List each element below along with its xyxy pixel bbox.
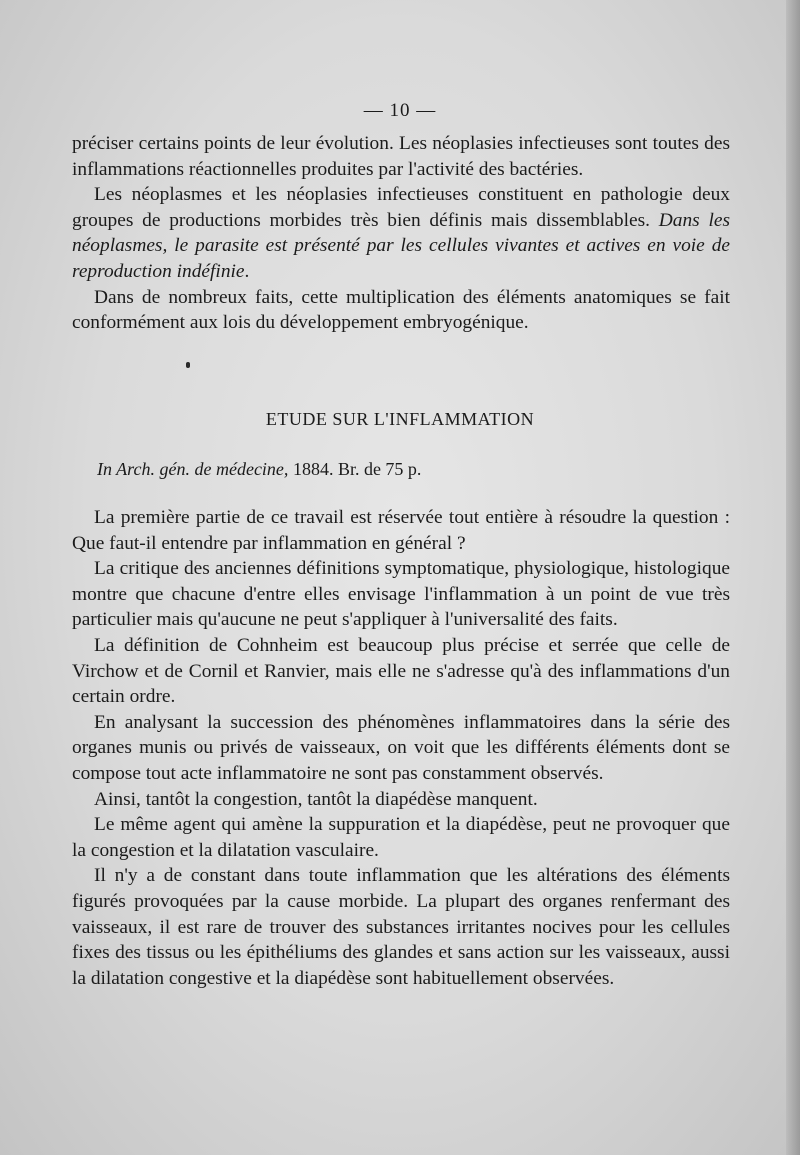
citation <box>97 459 421 480</box>
text-run: Le même agent qui amène la suppuration et la diapédèse, peut ne provoquer que la congestion et la dilatation vasculaire. <box>72 814 730 861</box>
text-run: La critique des anciennes définitions symptomatique, physiologique, histologique montre que chacune d'entre elles envisage l'inflammation à un point de vue très particulier mais qu'aucune ne peut s'appliquer à l'universalité des faits. <box>72 558 730 631</box>
text-run: Ainsi, tantôt la congestion, tantôt la diapédèse manquent. <box>94 788 538 810</box>
citation-details: 1884. Br. de 75 p. <box>288 459 422 479</box>
page-number: — 10 — <box>363 100 437 121</box>
text-run: La première partie de ce travail est réservée tout entière à résoudre la question : Que faut-il entendre par inflammation en général ? <box>72 507 730 554</box>
paragraph <box>72 710 730 787</box>
section-heading: ETUDE SUR L'INFLAMMATION <box>265 409 535 429</box>
text-run: En analysant la succession des phénomènes inflammatoires dans la série des organes munis ou privés de vaisseaux, on voit que les différents éléments dont se compose tout acte inflammatoire ne sont pas constamment observés. <box>72 711 730 784</box>
paragraph <box>72 633 730 710</box>
ink-spot <box>186 362 190 368</box>
paragraph <box>72 556 730 633</box>
paragraph <box>72 285 730 336</box>
text-run: Les néoplasmes et les néoplasies infectieuses constituent en pathologie deux groupes de productions morbides très bien définis mais dissemblables. <box>72 184 730 231</box>
italic-text: Dans les néoplasmes, le parasite est présenté par les cellules vivantes et actives en voie de reproduction indéfinie <box>72 209 730 282</box>
paragraph <box>72 505 730 556</box>
text-run: . <box>244 260 250 282</box>
text-run: Dans de nombreux faits, cette multiplication des éléments anatomiques se fait conformément aux lois du développement embryogénique. <box>72 286 730 334</box>
text-run: Il n'y a de constant dans toute inflammation que les altérations des éléments figurés provoquées par la cause morbide. La plupart des organes renfermant des vaisseaux, il est rare de trouver des substances irritantes nocives pour les cellules fixes des tissus ou les épithéliums des glandes et sans action sur les vaisseaux, aussi la dilatation congestive et la diapédèse sont habituellement observées. <box>72 865 730 989</box>
section-inflammation <box>72 505 730 991</box>
paragraph <box>72 787 730 813</box>
paragraph <box>72 131 730 182</box>
page-edge-shadow <box>786 0 800 1155</box>
paragraph <box>72 863 730 991</box>
citation-source: In Arch. gén. de médecine, <box>97 459 289 479</box>
text-run: La définition de Cohnheim est beaucoup plus précise et serrée que celle de Virchow et de Cornil et Ranvier, mais elle ne s'adresse qu'à des inflammations d'un certain ordre. <box>72 634 730 708</box>
section-neoplasmes <box>72 131 730 336</box>
text-run: préciser certains points de leur évolution. Les néoplasies infectieuses sont toutes des inflammations réactionnelles produites par l'activité des bactéries. <box>72 133 730 180</box>
paragraph <box>72 812 730 863</box>
paragraph <box>72 182 730 284</box>
